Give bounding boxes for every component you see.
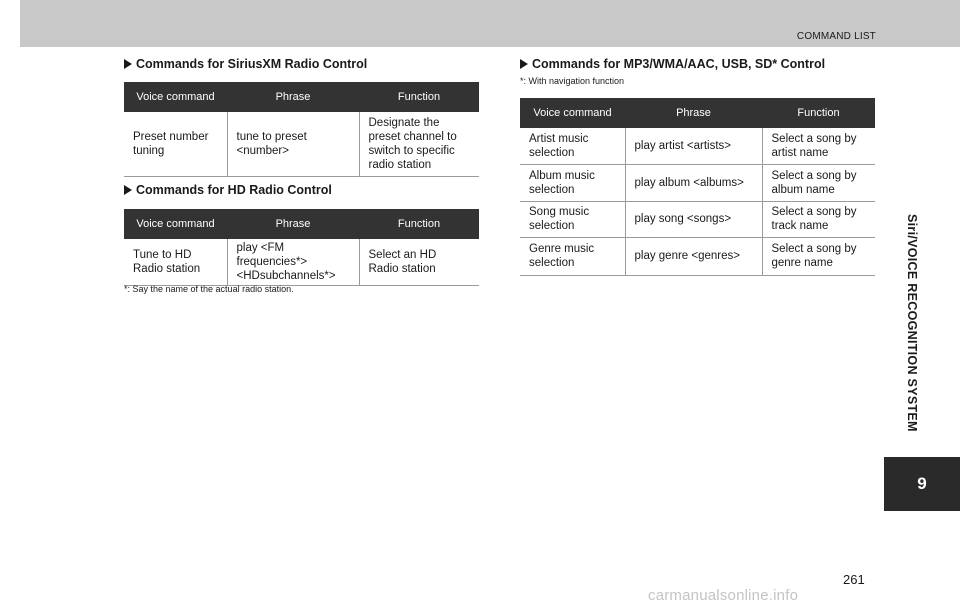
chapter-number-box: 9	[884, 457, 960, 511]
table-cell: Genre music selection	[520, 237, 625, 275]
table-cell: Artist music selection	[520, 128, 625, 164]
table-cell: Select a song by album name	[762, 164, 875, 201]
table-row	[520, 201, 875, 237]
table-cell: Select a song by genre name	[762, 237, 875, 275]
triangle-bullet-icon	[124, 59, 132, 69]
table-header-row	[124, 82, 479, 112]
table-cell: Tune to HD Radio station	[124, 239, 227, 286]
siriusxm-heading-text: Commands for SiriusXM Radio Control	[136, 57, 368, 71]
table-cell: play song <songs>	[625, 201, 762, 237]
table-row	[520, 237, 875, 275]
table-cell: Album music selection	[520, 164, 625, 201]
siriusxm-heading	[124, 57, 367, 71]
table-cell: Select an HD Radio station	[359, 239, 479, 286]
siriusxm-table	[124, 82, 479, 177]
section-side-title-text: Siri/VOICE RECOGNITION SYSTEM	[905, 214, 919, 432]
page-number: 261	[843, 572, 865, 587]
table-row	[124, 112, 479, 176]
table-cell: play genre <genres>	[625, 237, 762, 275]
hd-radio-heading	[124, 183, 332, 197]
table-row	[124, 239, 479, 286]
table-row	[520, 164, 875, 201]
column-header: Function	[359, 82, 479, 112]
side-tab	[884, 47, 960, 457]
triangle-bullet-icon	[124, 185, 132, 195]
table-header-row	[520, 98, 875, 128]
column-header: Voice command	[520, 98, 625, 128]
mp3-heading	[520, 57, 825, 71]
table-cell: Preset number tuning	[124, 112, 227, 176]
table-cell: play artist <artists>	[625, 128, 762, 164]
watermark: carmanualsonline.info	[648, 587, 799, 604]
running-head: COMMAND LIST	[796, 31, 876, 42]
table-row	[520, 128, 875, 164]
table-cell: Designate the preset channel to switch to specific radio station	[359, 112, 479, 176]
mp3-heading-text: Commands for MP3/WMA/AAC, USB, SD* Control	[532, 57, 826, 71]
column-header: Phrase	[227, 209, 359, 239]
mp3-table	[520, 98, 875, 276]
mp3-note: *: With navigation function	[520, 76, 625, 86]
column-header: Voice command	[124, 209, 227, 239]
triangle-bullet-icon	[520, 59, 528, 69]
table-cell: Song music selection	[520, 201, 625, 237]
hd-radio-footnote: *: Say the name of the actual radio station.	[124, 284, 294, 294]
table-cell: Select a song by track name	[762, 201, 875, 237]
table-cell: play album <albums>	[625, 164, 762, 201]
column-header: Function	[359, 209, 479, 239]
table-header-row	[124, 209, 479, 239]
hd-radio-heading-text: Commands for HD Radio Control	[136, 183, 332, 197]
table-cell: Select a song by artist name	[762, 128, 875, 164]
table-cell: play <FM frequencies*> <HDsubchannels*>	[227, 239, 359, 286]
column-header: Function	[762, 98, 875, 128]
table-cell: tune to preset <number>	[227, 112, 359, 176]
column-header: Phrase	[625, 98, 762, 128]
column-header: Voice command	[124, 82, 227, 112]
hd-radio-table	[124, 209, 479, 286]
column-header: Phrase	[227, 82, 359, 112]
